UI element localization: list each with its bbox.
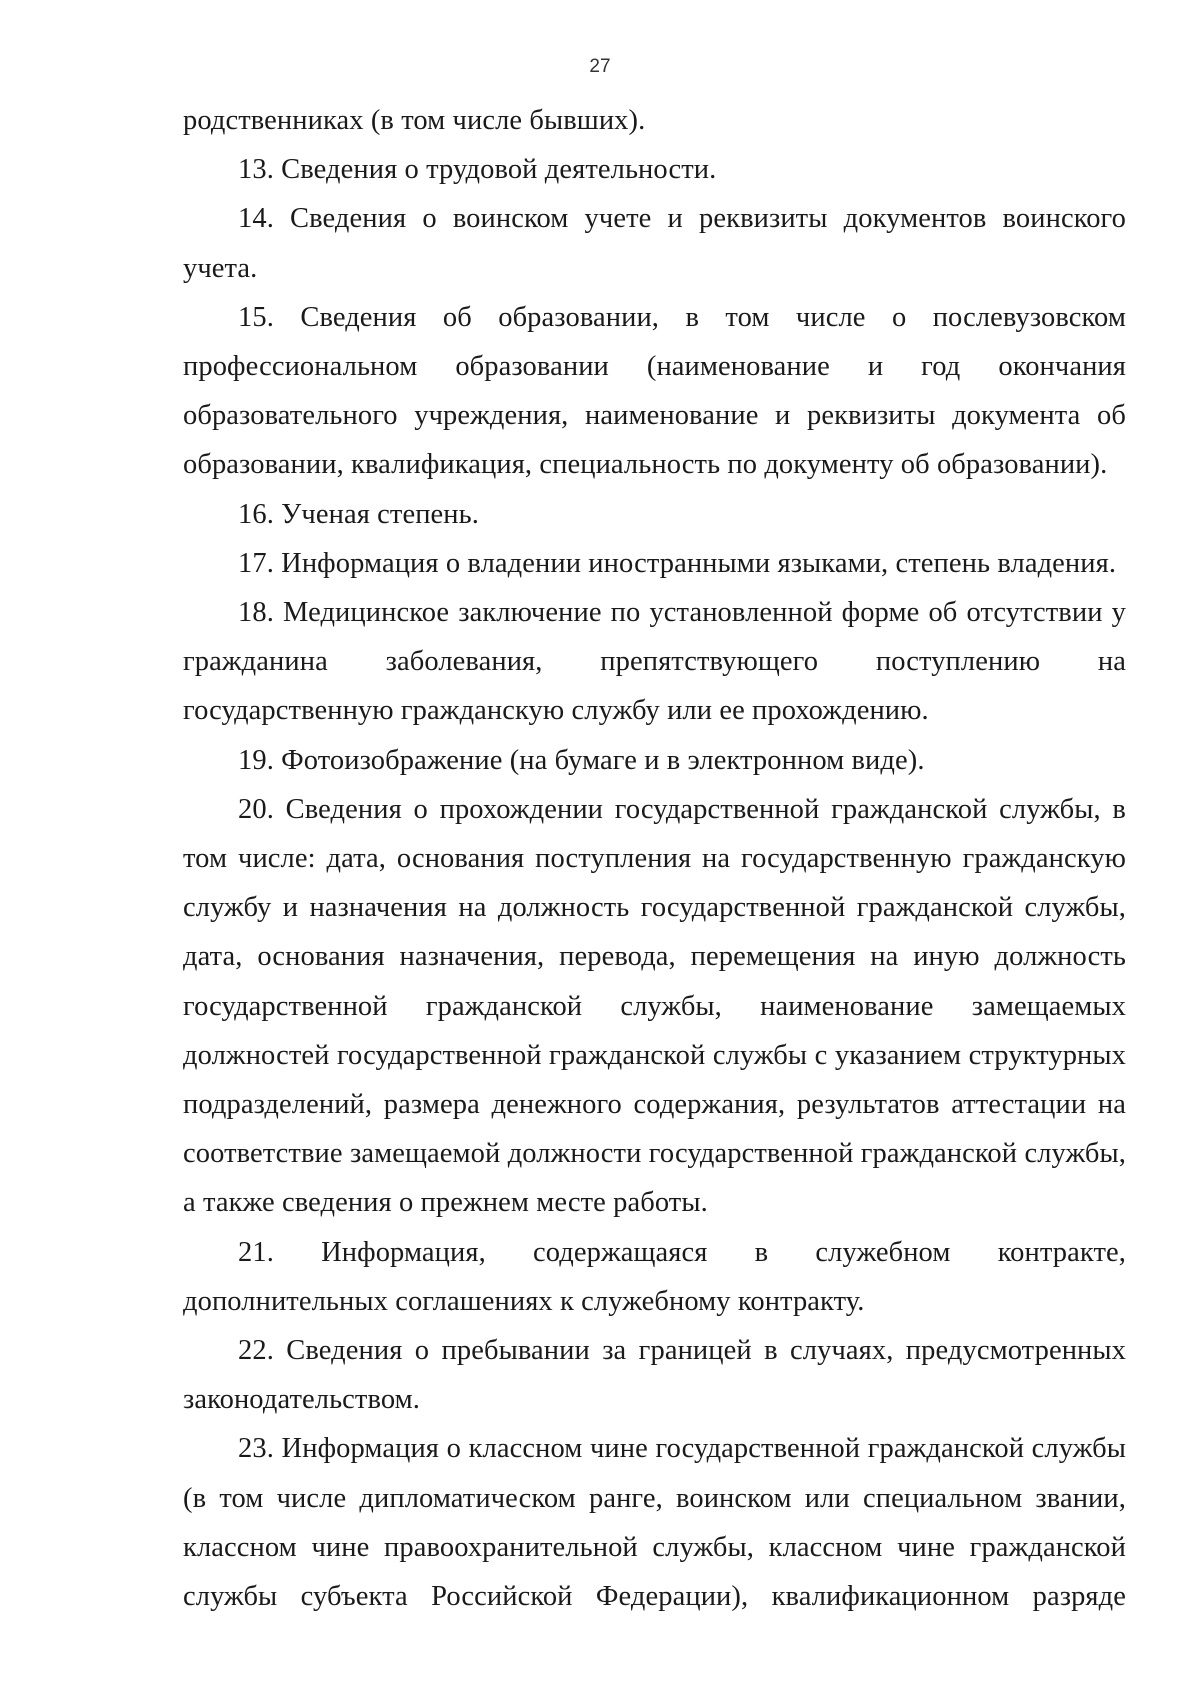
paragraph: 23. Информация о классном чине государственной гражданской службы (в том числе дипломатическом ранге, воинском или специальном звании, классном чине правоохранительной службы, классном чине гражданской службы субъекта Российской Федерации), квалификационном разряде <box>183 1433 1126 1613</box>
paragraph: 14. Сведения о воинском учете и реквизиты документов воинского учета. <box>183 203 1126 284</box>
paragraph: 21. Информация, содержащаяся в служебном контракте, дополнительных соглашениях к служебному контракту. <box>183 1236 1126 1317</box>
paragraph: 19. Фотоизображение (на бумаге и в электронном виде). <box>238 744 925 776</box>
paragraph: 22. Сведения о пребывании за границей в случаях, предусмотренных законодательством. <box>183 1335 1126 1416</box>
page-number: 27 <box>589 56 611 77</box>
paragraph: 18. Медицинское заключение по установленной форме об отсутствии у гражданина заболевания, препятствующего поступлению на государственную гражданскую службу или ее прохождению. <box>183 597 1126 727</box>
paragraph: 16. Ученая степень. <box>238 498 479 530</box>
paragraph: родственниках (в том числе бывших). <box>183 105 646 136</box>
paragraph: 20. Сведения о прохождении государственной гражданской службы, в том числе: дата, основания поступления на государственную гражданскую службу и назначения на должность государственной гражданской службы, дата, основания назначения, перевода, перемещения на иную должность государственной гражданской службы, наименование замещаемых должностей государственной гражданской службы с указанием структурных подразделений, размера денежного содержания, результатов аттестации на соответствие замещаемой должности государственной гражданской службы, а также сведения о прежнем месте работы. <box>183 793 1126 1219</box>
paragraph: 17. Информация о владении иностранными языками, степень владения. <box>238 547 1117 579</box>
document-body <box>183 96 1126 1621</box>
paragraph: 15. Сведения об образовании, в том числе о послевузовском профессиональном образовании (наименование и год окончания образовательного учреждения, наименование и реквизиты документа об образовании, квалификация, специальность по документу об образовании). <box>183 301 1126 481</box>
paragraph: 13. Сведения о трудовой деятельности. <box>238 154 717 186</box>
